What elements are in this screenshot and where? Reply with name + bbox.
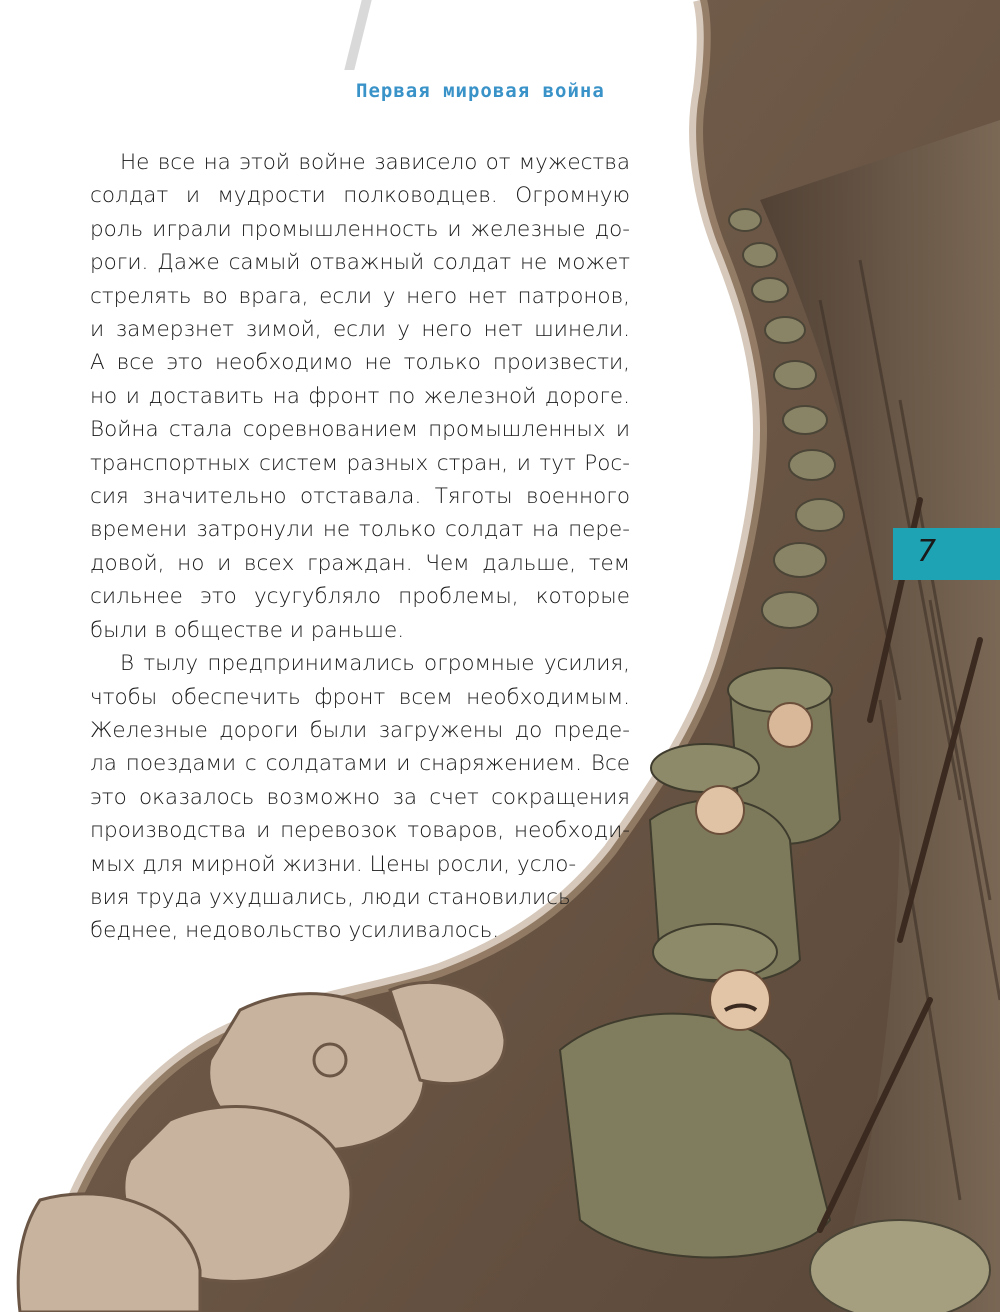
page-number-tab	[893, 528, 1000, 580]
text-line: это оказалось возможно за счет сокращения	[90, 784, 630, 810]
text-line: солдат и мудрости полководцев. Огромную	[90, 183, 630, 209]
text-line: довой, но и всех граждан. Чем дальше, тем	[90, 550, 630, 576]
helmet-foreground	[810, 1220, 990, 1312]
body-text	[90, 146, 630, 948]
text-line: А все это необходимо не только произвести,	[90, 350, 630, 376]
text-line: вия труда ухудшались, люди становились	[90, 884, 571, 910]
text-line: Не все на этой войне зависело от мужества	[120, 150, 630, 175]
text-line: ла поездами с солдатами и снаряжением. Все	[90, 751, 630, 777]
text-line: мых для мирной жизни. Цены росли, усло-	[90, 851, 577, 877]
text-line: сильнее это усугубляло проблемы, которые	[90, 584, 630, 610]
text-line: сия значительно отставала. Тяготы военного	[90, 484, 630, 510]
text-line: роги. Даже самый отважный солдат не может	[90, 250, 630, 276]
text-line: времени затронули не только солдат на пере-	[90, 517, 630, 543]
text-line: производства и перевозок товаров, необходи-	[90, 818, 630, 844]
text-line: транспортных систем разных стран, и тут Рос-	[90, 450, 630, 476]
text-line: беднее, недовольство усиливалось.	[90, 918, 500, 944]
text-line: роль играли промышленность и железные до-	[90, 216, 630, 242]
running-title: Первая мировая война	[356, 80, 605, 102]
text-line: и замерзнет зимой, если у него нет шинели.	[90, 317, 630, 343]
text-line: были в обществе и раньше.	[90, 617, 405, 643]
text-line: чтобы обеспечить фронт всем необходимым.	[90, 684, 630, 710]
text-line: В тылу предпринимались огромные усилия,	[120, 651, 630, 677]
text-line: Война стала соревнованием промышленных и	[90, 417, 630, 443]
text-line: Железные дороги были загружены до преде-	[90, 717, 630, 743]
text-line: стрелять во врага, если у него нет патронов,	[90, 283, 630, 309]
paragraph-1	[90, 146, 630, 647]
paragraph-2	[90, 647, 630, 948]
text-line: но и доставить на фронт по железной дороге.	[90, 383, 630, 409]
page-number: 7	[917, 534, 937, 569]
